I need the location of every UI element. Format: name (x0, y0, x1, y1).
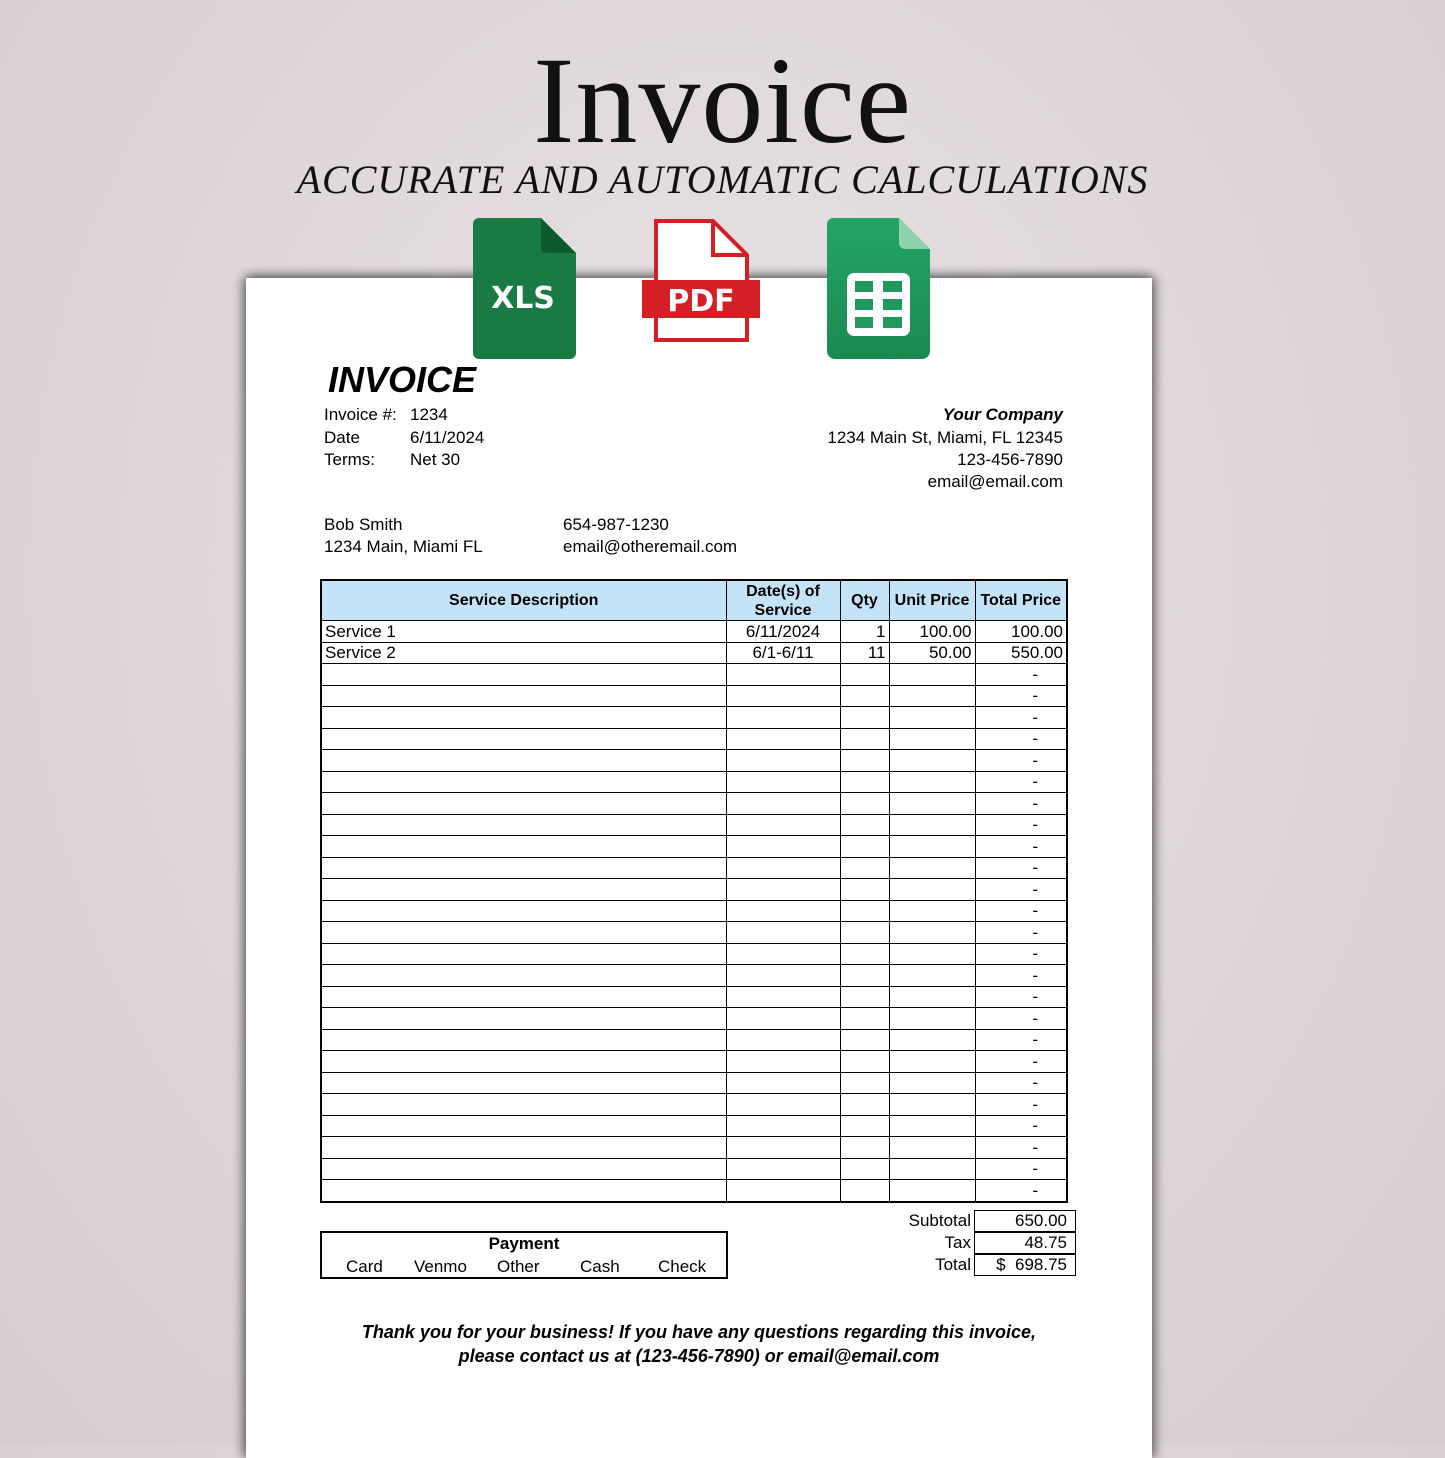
invoice-number-label: Invoice #: (324, 405, 397, 424)
cell-total-price[interactable]: - (975, 1180, 1067, 1202)
cell-description[interactable] (321, 1158, 726, 1180)
cell-description[interactable] (321, 1051, 726, 1073)
cell-unit-price[interactable] (889, 965, 975, 987)
cell-total-price[interactable]: - (975, 836, 1067, 858)
cell-unit-price[interactable] (889, 1029, 975, 1051)
table-row (321, 1137, 1067, 1159)
cell-unit-price[interactable] (889, 879, 975, 901)
total-label: Total (935, 1255, 971, 1274)
cell-description[interactable] (321, 986, 726, 1008)
xls-label: XLS (491, 281, 555, 316)
banner-subtitle: ACCURATE AND AUTOMATIC CALCULATIONS (296, 157, 1149, 202)
table-header-row (321, 580, 1067, 621)
cell-total-price[interactable]: - (975, 1137, 1067, 1159)
cell-qty[interactable] (840, 771, 889, 793)
payment-box (320, 1231, 728, 1279)
cell-qty[interactable] (840, 1072, 889, 1094)
invoice-number: 1234 (410, 405, 448, 424)
cell-qty[interactable] (840, 836, 889, 858)
cell-description[interactable]: Service 2 (321, 642, 726, 664)
cell-dates[interactable] (726, 1094, 840, 1116)
tax-label: Tax (944, 1233, 971, 1252)
cell-unit-price[interactable] (889, 900, 975, 922)
cell-description[interactable] (321, 1115, 726, 1137)
table-row (321, 642, 1067, 664)
cell-total-price[interactable]: - (975, 857, 1067, 879)
cell-dates[interactable]: 6/1-6/11 (726, 642, 840, 664)
table-row (321, 1072, 1067, 1094)
total-value: $ 698.75 (974, 1254, 1076, 1276)
cell-dates[interactable] (726, 943, 840, 965)
tax-value: 48.75 (974, 1232, 1076, 1254)
cell-qty[interactable] (840, 664, 889, 686)
cell-total-price[interactable]: - (975, 814, 1067, 836)
cell-description[interactable] (321, 943, 726, 965)
client-email: email@otheremail.com (563, 537, 738, 556)
cell-unit-price[interactable] (889, 943, 975, 965)
cell-total-price[interactable]: - (975, 771, 1067, 793)
cell-total-price[interactable]: - (975, 943, 1067, 965)
cell-dates[interactable] (726, 922, 840, 944)
table-row (321, 836, 1067, 858)
thank-you-line-2: please contact us at (123-456-7890) or email@email.com (458, 1346, 940, 1366)
cell-qty[interactable] (840, 1008, 889, 1030)
cell-dates[interactable] (726, 900, 840, 922)
cell-total-price[interactable]: 550.00 (975, 642, 1067, 664)
table-row (321, 1008, 1067, 1030)
cell-qty[interactable] (840, 1137, 889, 1159)
cell-description[interactable] (321, 771, 726, 793)
cell-unit-price[interactable]: 50.00 (889, 642, 975, 664)
cell-description[interactable] (321, 1180, 726, 1202)
table-row (321, 664, 1067, 686)
payment-title: Payment (488, 1234, 560, 1253)
cell-dates[interactable] (726, 664, 840, 686)
cell-dates[interactable] (726, 836, 840, 858)
client-name: Bob Smith (324, 515, 403, 534)
cell-total-price[interactable]: - (975, 707, 1067, 729)
cell-dates[interactable] (726, 1008, 840, 1030)
excel-file-icon (473, 218, 576, 359)
cell-unit-price[interactable] (889, 1180, 975, 1202)
header-total-price: Total Price (975, 580, 1067, 621)
cell-description[interactable] (321, 793, 726, 815)
table-row (321, 1115, 1067, 1137)
table-row (321, 728, 1067, 750)
table-row (321, 750, 1067, 772)
cell-qty[interactable] (840, 1051, 889, 1073)
cell-qty[interactable] (840, 814, 889, 836)
cell-total-price[interactable]: - (975, 1051, 1067, 1073)
subtotal-label: Subtotal (908, 1211, 971, 1230)
table-row (321, 1051, 1067, 1073)
table-row (321, 857, 1067, 879)
invoice-terms-label: Terms: (324, 450, 375, 469)
cell-dates[interactable] (726, 750, 840, 772)
payment-option-check[interactable]: Check (658, 1257, 707, 1276)
cell-qty[interactable] (840, 1115, 889, 1137)
cell-qty[interactable]: 1 (840, 621, 889, 643)
cell-unit-price[interactable] (889, 857, 975, 879)
cell-qty[interactable] (840, 879, 889, 901)
cell-qty[interactable] (840, 685, 889, 707)
cell-dates[interactable] (726, 1051, 840, 1073)
company-phone: 123-456-7890 (957, 450, 1063, 469)
cell-qty[interactable] (840, 1158, 889, 1180)
company-email: email@email.com (927, 472, 1063, 491)
table-row (321, 922, 1067, 944)
google-sheets-icon (827, 218, 930, 359)
banner-title: Invoice (533, 32, 912, 169)
cell-qty[interactable] (840, 857, 889, 879)
cell-dates[interactable] (726, 707, 840, 729)
payment-option-cash[interactable]: Cash (580, 1257, 620, 1276)
company-name: Your Company (942, 405, 1063, 424)
cell-unit-price[interactable] (889, 1115, 975, 1137)
cell-qty[interactable] (840, 750, 889, 772)
table-row (321, 900, 1067, 922)
cell-unit-price[interactable] (889, 1051, 975, 1073)
cell-unit-price[interactable] (889, 1072, 975, 1094)
cell-total-price[interactable]: - (975, 900, 1067, 922)
cell-unit-price[interactable] (889, 771, 975, 793)
payment-option-venmo[interactable]: Venmo (414, 1257, 467, 1276)
cell-dates[interactable] (726, 793, 840, 815)
cell-description[interactable] (321, 879, 726, 901)
company-address: 1234 Main St, Miami, FL 12345 (827, 428, 1063, 447)
payment-option-other[interactable]: Other (497, 1257, 540, 1276)
cell-total-price[interactable]: - (975, 1115, 1067, 1137)
cell-total-price[interactable]: - (975, 1072, 1067, 1094)
cell-unit-price[interactable] (889, 728, 975, 750)
thank-you-note (246, 1320, 1152, 1368)
cell-description[interactable] (321, 728, 726, 750)
client-phone: 654-987-1230 (563, 515, 669, 534)
cell-total-price[interactable]: - (975, 685, 1067, 707)
cell-dates[interactable] (726, 1158, 840, 1180)
table-row (321, 793, 1067, 815)
cell-dates[interactable] (726, 1180, 840, 1202)
cell-qty[interactable] (840, 943, 889, 965)
cell-unit-price[interactable] (889, 986, 975, 1008)
cell-description[interactable] (321, 707, 726, 729)
line-items-table (320, 579, 1068, 1203)
pdf-file-icon (641, 218, 761, 344)
cell-dates[interactable] (726, 814, 840, 836)
header-unit-price: Unit Price (889, 580, 975, 621)
cell-qty[interactable] (840, 793, 889, 815)
cell-description[interactable] (321, 685, 726, 707)
cell-qty[interactable] (840, 965, 889, 987)
cell-unit-price[interactable] (889, 922, 975, 944)
cell-total-price[interactable]: - (975, 664, 1067, 686)
table-row (321, 943, 1067, 965)
payment-option-card[interactable]: Card (346, 1257, 383, 1276)
cell-total-price[interactable]: - (975, 728, 1067, 750)
cell-total-price[interactable]: - (975, 1008, 1067, 1030)
cell-unit-price[interactable] (889, 793, 975, 815)
cell-description[interactable] (321, 1094, 726, 1116)
cell-dates[interactable] (726, 1072, 840, 1094)
table-row (321, 879, 1067, 901)
cell-total-price[interactable]: - (975, 986, 1067, 1008)
cell-unit-price[interactable] (889, 750, 975, 772)
line-items-body (321, 621, 1067, 1202)
invoice-terms: Net 30 (410, 450, 461, 469)
cell-unit-price[interactable] (889, 707, 975, 729)
cell-description[interactable] (321, 814, 726, 836)
cell-total-price[interactable]: - (975, 965, 1067, 987)
cell-total-price[interactable]: - (975, 1029, 1067, 1051)
pdf-label: PDF (667, 284, 735, 319)
cell-description[interactable] (321, 857, 726, 879)
cell-description[interactable] (321, 965, 726, 987)
cell-total-price[interactable]: - (975, 879, 1067, 901)
table-row (321, 965, 1067, 987)
cell-description[interactable] (321, 1072, 726, 1094)
cell-description[interactable] (321, 664, 726, 686)
cell-dates[interactable] (726, 771, 840, 793)
cell-total-price[interactable]: - (975, 793, 1067, 815)
cell-unit-price[interactable] (889, 1008, 975, 1030)
cell-total-price[interactable]: - (975, 1158, 1067, 1180)
header-service-description: Service Description (321, 580, 726, 621)
cell-dates[interactable] (726, 965, 840, 987)
table-row (321, 1158, 1067, 1180)
cell-dates[interactable] (726, 1137, 840, 1159)
cell-total-price[interactable]: - (975, 750, 1067, 772)
invoice-heading: INVOICE (328, 359, 477, 400)
invoice-date: 6/11/2024 (410, 428, 485, 447)
cell-description[interactable] (321, 900, 726, 922)
cell-total-price[interactable]: 100.00 (975, 621, 1067, 643)
cell-description[interactable] (321, 750, 726, 772)
cell-description[interactable]: Service 1 (321, 621, 726, 643)
cell-qty[interactable] (840, 728, 889, 750)
cell-unit-price[interactable] (889, 1137, 975, 1159)
cell-qty[interactable] (840, 1180, 889, 1202)
cell-qty[interactable] (840, 922, 889, 944)
cell-qty[interactable]: 11 (840, 642, 889, 664)
cell-unit-price[interactable] (889, 814, 975, 836)
cell-unit-price[interactable] (889, 1158, 975, 1180)
cell-total-price[interactable]: - (975, 1094, 1067, 1116)
cell-unit-price[interactable] (889, 836, 975, 858)
table-row (321, 685, 1067, 707)
cell-dates[interactable] (726, 685, 840, 707)
header-qty: Qty (840, 580, 889, 621)
table-row (321, 1029, 1067, 1051)
table-row (321, 1180, 1067, 1202)
cell-unit-price[interactable] (889, 685, 975, 707)
cell-qty[interactable] (840, 1094, 889, 1116)
header-dates-of-service: Date(s) of Service (726, 580, 840, 621)
cell-qty[interactable] (840, 900, 889, 922)
cell-description[interactable] (321, 922, 726, 944)
cell-dates[interactable] (726, 879, 840, 901)
subtotal-value: 650.00 (974, 1210, 1076, 1232)
table-row (321, 814, 1067, 836)
cell-dates[interactable]: 6/11/2024 (726, 621, 840, 643)
cell-description[interactable] (321, 1008, 726, 1030)
cell-description[interactable] (321, 836, 726, 858)
invoice-date-label: Date (324, 428, 360, 447)
cell-dates[interactable] (726, 1029, 840, 1051)
table-row (321, 771, 1067, 793)
cell-qty[interactable] (840, 986, 889, 1008)
table-row (321, 621, 1067, 643)
cell-description[interactable] (321, 1137, 726, 1159)
table-row (321, 1094, 1067, 1116)
cell-dates[interactable] (726, 857, 840, 879)
cell-dates[interactable] (726, 986, 840, 1008)
cell-unit-price[interactable] (889, 664, 975, 686)
cell-dates[interactable] (726, 728, 840, 750)
cell-description[interactable] (321, 1029, 726, 1051)
thank-you-line-1: Thank you for your business! If you have any questions regarding this invoice, (361, 1322, 1037, 1342)
cell-unit-price[interactable] (889, 1094, 975, 1116)
table-row (321, 707, 1067, 729)
cell-qty[interactable] (840, 1029, 889, 1051)
client-address: 1234 Main, Miami FL (324, 537, 483, 556)
cell-qty[interactable] (840, 707, 889, 729)
table-row (321, 986, 1067, 1008)
cell-dates[interactable] (726, 1115, 840, 1137)
cell-total-price[interactable]: - (975, 922, 1067, 944)
cell-unit-price[interactable]: 100.00 (889, 621, 975, 643)
